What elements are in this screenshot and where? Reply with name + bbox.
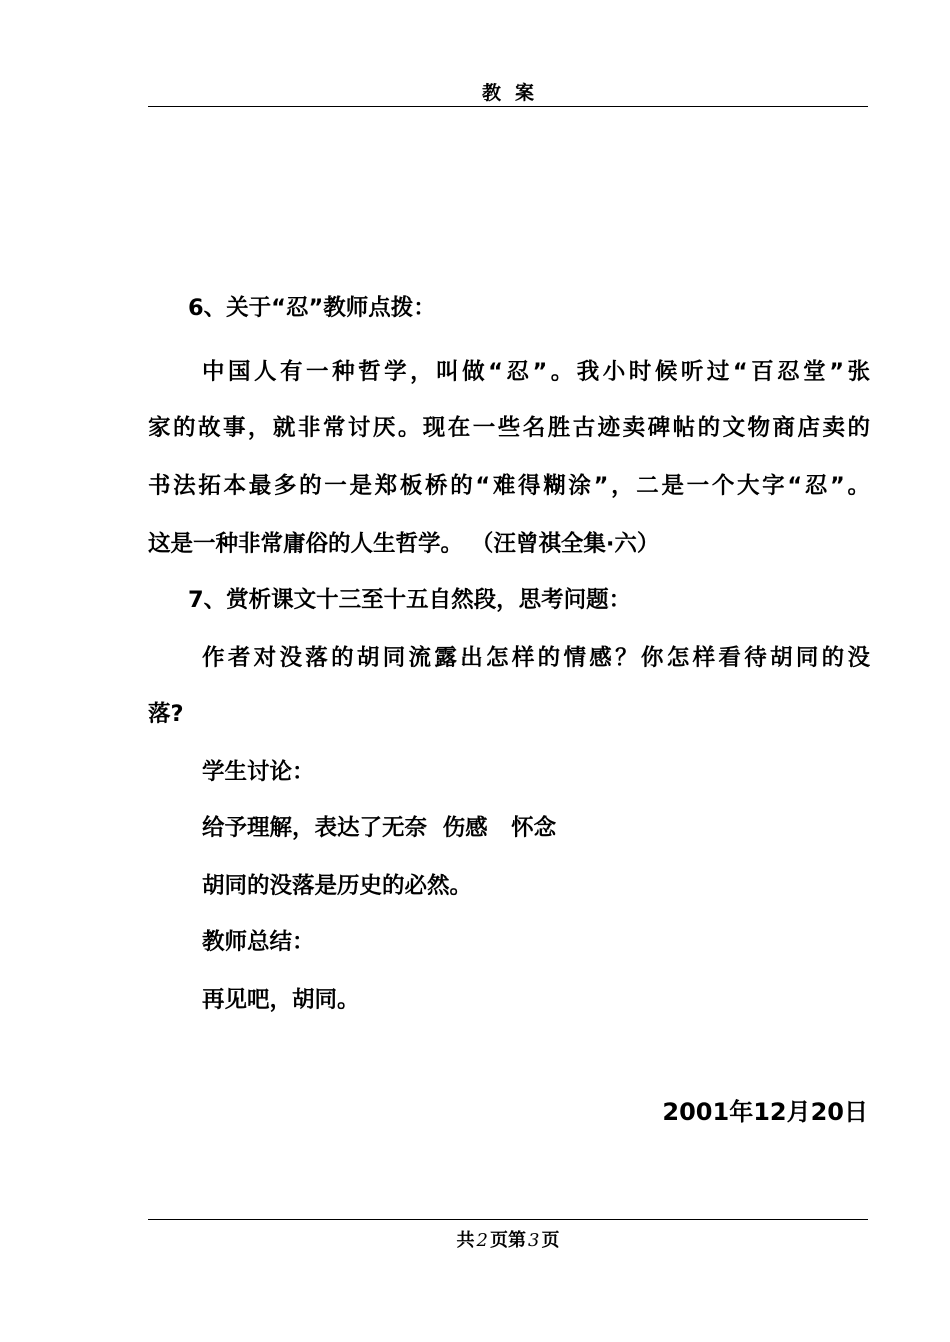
footer-middle: 页第 <box>490 1230 526 1251</box>
discussion-answer-2: 胡同的没落是历史的必然。 <box>202 873 473 899</box>
footer-current-page: 3 <box>528 1230 540 1251</box>
quote-line-2: 家的故事，就非常讨厌。现在一些名胜古迹卖碑帖的文物商店卖的 <box>148 415 870 441</box>
discussion-label: 学生讨论： <box>202 759 315 785</box>
footer-suffix: 页 <box>541 1230 560 1251</box>
footer-prefix: 共 <box>456 1230 475 1251</box>
summary-label: 教师总结： <box>202 929 315 955</box>
footer-total-pages: 2 <box>476 1230 488 1251</box>
page-footer <box>148 1226 868 1252</box>
quote-line-4: 这是一种非常庸俗的人生哲学。 （汪曾祺全集·六） <box>148 531 660 557</box>
discussion-answer-1: 给予理解，表达了无奈 伤感 怀念 <box>202 815 557 841</box>
page-header-title: 教案 <box>481 82 548 104</box>
question-line-2: 落? <box>148 701 184 727</box>
item-7-heading: 7、赏析课文十三至十五自然段，思考问题： <box>188 587 632 613</box>
quote-line-3: 书法拓本最多的一是郑板桥的“难得糊涂”，二是一个大字“忍”。 <box>148 473 870 499</box>
header-divider <box>148 106 868 107</box>
question-line-1: 作者对没落的胡同流露出怎样的情感？你怎样看待胡同的没 <box>202 645 870 671</box>
footer-divider <box>148 1219 868 1220</box>
item-6-heading: 6、关于“忍”教师点拨： <box>188 295 436 321</box>
document-date: 2001年12月20日 <box>662 1098 868 1126</box>
quote-line-1: 中国人有一种哲学，叫做“忍”。我小时候听过“百忍堂”张 <box>202 359 870 385</box>
summary-text: 再见吧，胡同。 <box>202 987 360 1013</box>
